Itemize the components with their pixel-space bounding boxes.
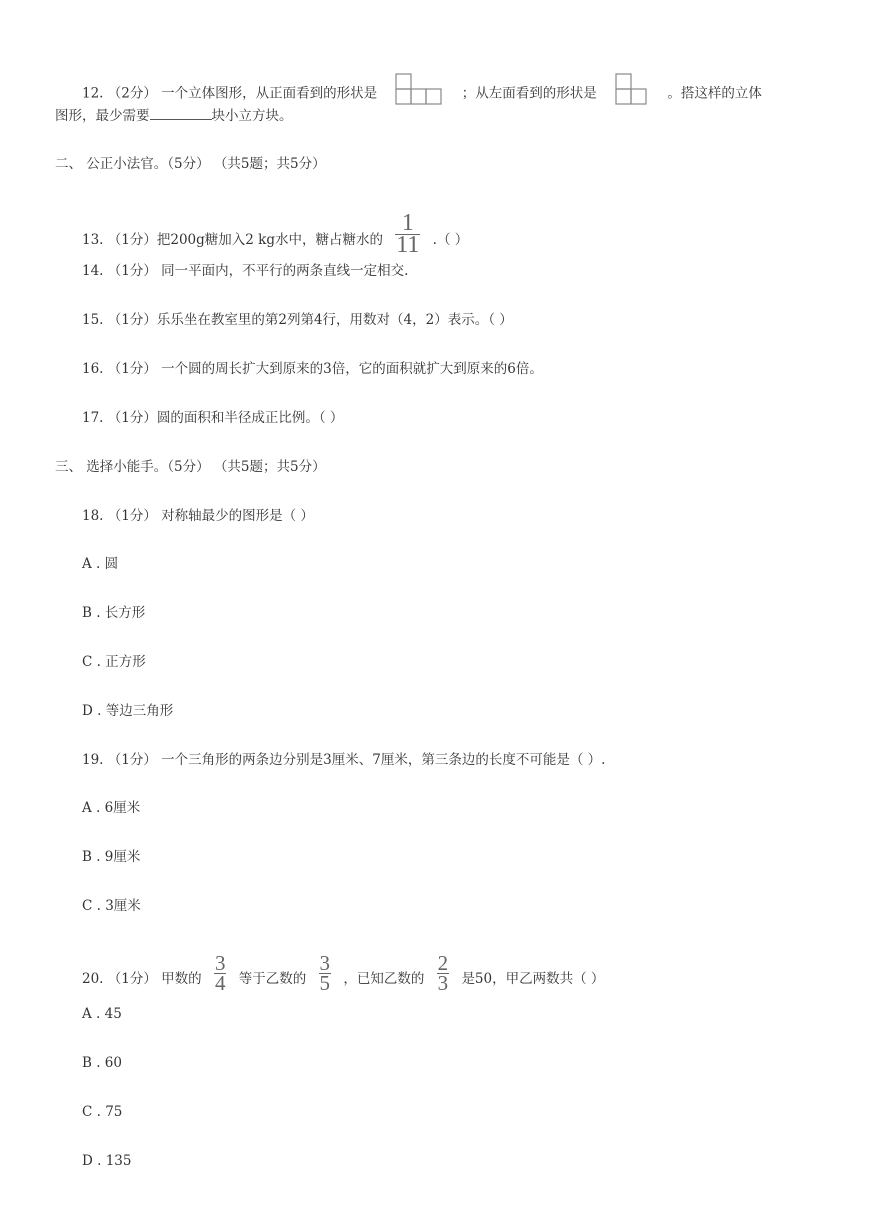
- question-18: 18. （1分） 对称轴最少的图形是（ ）: [82, 508, 314, 524]
- fraction-denominator: 11: [396, 232, 420, 258]
- question-16: 16. （1分） 一个圆的周长扩大到原来的3倍，它的面积就扩大到原来的6倍。: [82, 361, 543, 377]
- question-12-line2-b: 块小立方块。: [211, 108, 293, 124]
- question-14: 14. （1分） 同一平面内，不平行的两条直线一定相交.: [82, 263, 409, 279]
- question-13: [82, 210, 469, 262]
- question-12-prefix: 12. （2分） 一个立体图形，从正面看到的形状是: [82, 85, 378, 102]
- question-20-mid1: 等于乙数的: [238, 971, 307, 987]
- fraction-1-11: [395, 210, 420, 258]
- question-19-option-c[interactable]: C . 3厘米: [82, 898, 141, 914]
- question-20-prefix: 20. （1分） 甲数的: [82, 971, 202, 987]
- question-20-option-d[interactable]: D . 135: [82, 1153, 132, 1169]
- question-20-option-a[interactable]: A . 45: [82, 1006, 122, 1022]
- question-19: 19. （1分） 一个三角形的两条边分别是3厘米、7厘米，第三条边的长度不可能是（ ）.: [82, 752, 606, 768]
- fraction-numerator: 1: [401, 210, 414, 236]
- fraction-denominator: 4: [214, 971, 226, 995]
- question-20-option-c[interactable]: C . 75: [82, 1104, 123, 1120]
- fraction-numerator: 3: [319, 951, 331, 975]
- fraction-2-3: [437, 951, 450, 995]
- section-2-heading: 二、 公正小法官。（5分） （共5题；共5分）: [55, 156, 326, 172]
- question-19-option-a[interactable]: A . 6厘米: [82, 800, 141, 816]
- front-view-figure: [395, 73, 443, 105]
- fraction-3-5: [319, 951, 332, 995]
- question-12-suffix: 。搭这样的立体: [667, 85, 762, 102]
- question-20-suffix: 是50，甲乙两数共（ ）: [461, 971, 605, 987]
- question-13-prefix: 13. （1分）把200g糖加入2 kg水中，糖占糖水的: [82, 232, 383, 248]
- section-3-heading: 三、 选择小能手。（5分） （共5题；共5分）: [55, 459, 326, 475]
- question-12-line2: [55, 106, 293, 125]
- question-20-option-b[interactable]: B . 60: [82, 1055, 122, 1071]
- question-18-option-c[interactable]: C . 正方形: [82, 654, 146, 670]
- fraction-3-4: [214, 951, 227, 995]
- question-18-option-b[interactable]: B . 长方形: [82, 605, 146, 621]
- answer-blank: [150, 106, 212, 120]
- question-15: 15. （1分）乐乐坐在教室里的第2列第4行，用数对（4，2）表示。（ ）: [82, 312, 513, 328]
- question-20-mid2: ，已知乙数的: [343, 971, 425, 987]
- question-13-suffix: .（ ）: [432, 232, 469, 248]
- question-12-line2-a: 图形，最少需要: [55, 108, 150, 124]
- fraction-denominator: 3: [437, 971, 449, 995]
- fraction-numerator: 3: [214, 951, 226, 975]
- fraction-numerator: 2: [437, 951, 449, 975]
- left-view-figure: [615, 73, 649, 105]
- question-19-option-b[interactable]: B . 9厘米: [82, 849, 141, 865]
- question-20: [82, 951, 605, 999]
- question-17: 17. （1分）圆的面积和半径成正比例。（ ）: [82, 410, 344, 426]
- question-12-middle: ；从左面看到的形状是: [461, 85, 597, 102]
- question-18-option-a[interactable]: A . 圆: [82, 556, 119, 572]
- fraction-denominator: 5: [319, 971, 331, 995]
- question-18-option-d[interactable]: D . 等边三角形: [82, 703, 174, 719]
